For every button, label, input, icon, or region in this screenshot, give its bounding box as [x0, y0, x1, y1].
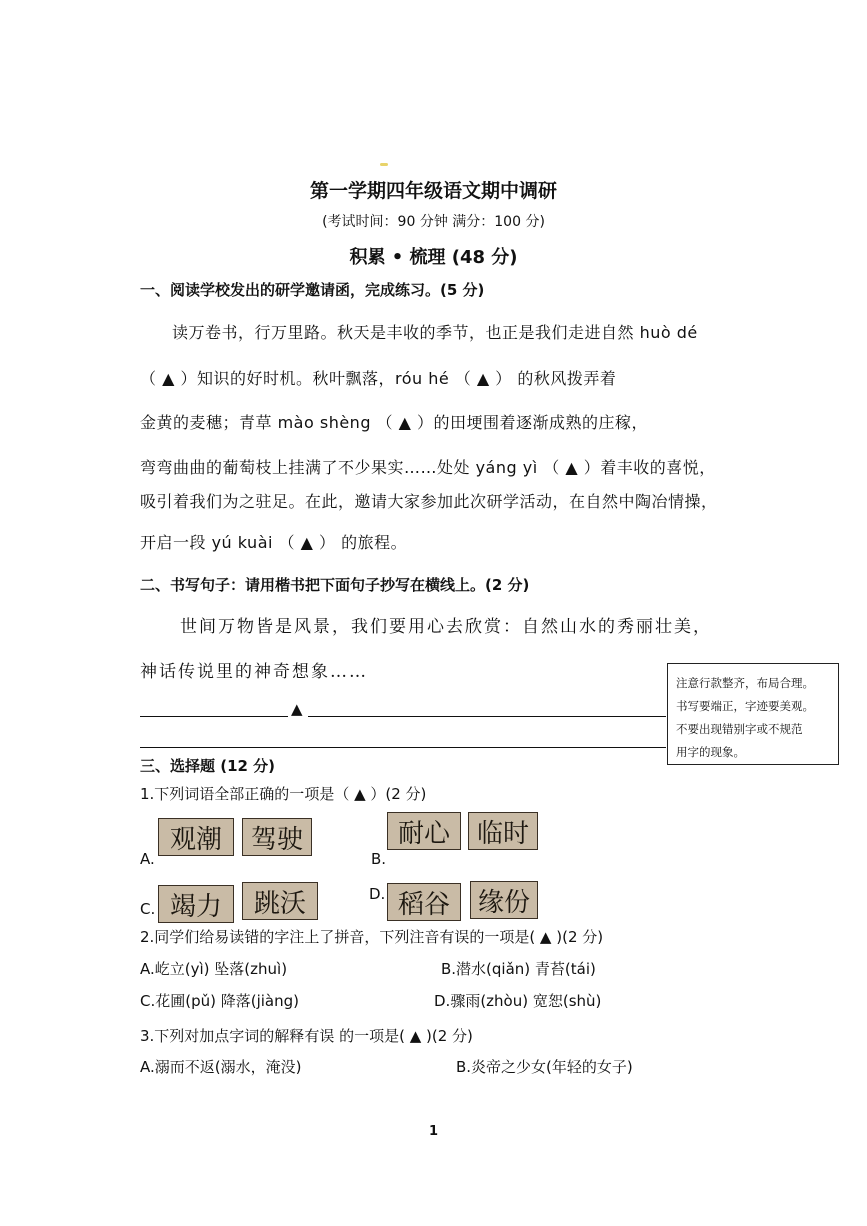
q1-line-5: 吸引着我们为之驻足。在此，邀请大家参加此次研学活动，在自然中陶冶情操， [140, 492, 718, 511]
q3-sub2-option-a: A.屹立(yì) 坠落(zhuì) [140, 960, 288, 978]
option-b-word-2: 临时 [468, 812, 538, 850]
q3-sub3-option-b: B.炎帝之少女(年轻的女子) [456, 1058, 633, 1076]
answer-line-1a [140, 716, 288, 717]
q1-line-2: （ ▲ ）知识的好时机。秋叶飘落，róu hé （ ▲ ） 的秋风拨弄着 [140, 369, 617, 388]
q1-line-6: 开启一段 yú kuài （ ▲ ） 的旅程。 [140, 533, 408, 552]
answer-line-1b[interactable] [308, 716, 666, 717]
q3-sub1: 1.下列词语全部正确的一项是（ ▲ ）(2 分) [140, 785, 427, 803]
exam-info: (考试时间：90 分钟 满分：100 分) [322, 214, 545, 230]
page-number: 1 [428, 1124, 439, 1139]
option-a-word-1: 观潮 [158, 818, 234, 856]
tip-line-4: 用字的现象。 [676, 745, 745, 759]
writing-tip-box [667, 663, 839, 765]
q2-heading: 二、书写句子：请用楷书把下面句子抄写在横线上。(2 分) [140, 576, 530, 594]
option-b-label: B. [371, 850, 387, 868]
tip-line-2: 书写要端正，字迹要美观。 [676, 699, 814, 713]
q3-heading: 三、选择题 (12 分) [140, 757, 276, 775]
option-b-word-1: 耐心 [387, 812, 461, 850]
answer-mark: ▲ [291, 700, 303, 718]
option-c-word-1: 竭力 [158, 885, 234, 923]
tip-line-3: 不要出现错别字或不规范 [676, 722, 803, 736]
q1-line-1: 读万卷书，行万里路。秋天是丰收的季节，也正是我们走进自然 huò dé [172, 323, 698, 342]
q1-heading: 一、阅读学校发出的研学邀请函，完成练习。(5 分) [140, 281, 485, 299]
q3-sub3-option-a: A.溺而不返(溺水，淹没) [140, 1058, 302, 1076]
option-c-word-2: 跳沃 [242, 882, 318, 920]
q1-line-4: 弯弯曲曲的葡萄枝上挂满了不少果实……处处 yáng yì （ ▲ ）着丰收的喜悦， [140, 458, 716, 477]
option-c-label: C. [140, 900, 156, 918]
q1-line-3: 金黄的麦穗；青草 mào shèng （ ▲ ）的田埂围着逐渐成熟的庄稼， [140, 413, 649, 432]
option-a-label: A. [140, 850, 155, 868]
q3-sub2: 2.同学们给易读错的字注上了拼音，下列注音有误的一项是( ▲ )(2 分) [140, 928, 604, 946]
section-heading: 积累 • 梳理 (48 分) [349, 247, 518, 268]
answer-line-2[interactable] [140, 747, 666, 748]
q3-sub3: 3.下列对加点字词的解释有误 的一项是( ▲ )(2 分) [140, 1027, 473, 1045]
option-d-word-2: 缘份 [470, 881, 538, 919]
q3-sub2-option-c: C.花圃(pǔ) 降落(jiàng) [140, 992, 300, 1010]
q3-sub2-option-b: B.潜水(qiǎn) 青苔(tái) [441, 960, 596, 978]
option-d-label: D. [369, 885, 386, 903]
page-title: 第一学期四年级语文期中调研 [309, 180, 557, 202]
option-d-word-1: 稻谷 [387, 883, 461, 921]
decorative-mark [380, 163, 388, 166]
q2-sentence-1: 世间万物皆是风景，我们要用心去欣赏：自然山水的秀丽壮美， [180, 617, 712, 637]
option-a-word-2: 驾驶 [242, 818, 312, 856]
tip-line-1: 注意行款整齐，布局合理。 [676, 676, 814, 690]
q2-sentence-2: 神话传说里的神奇想象…… [140, 662, 368, 682]
q3-sub2-option-d: D.骤雨(zhòu) 宽恕(shù) [434, 992, 602, 1010]
